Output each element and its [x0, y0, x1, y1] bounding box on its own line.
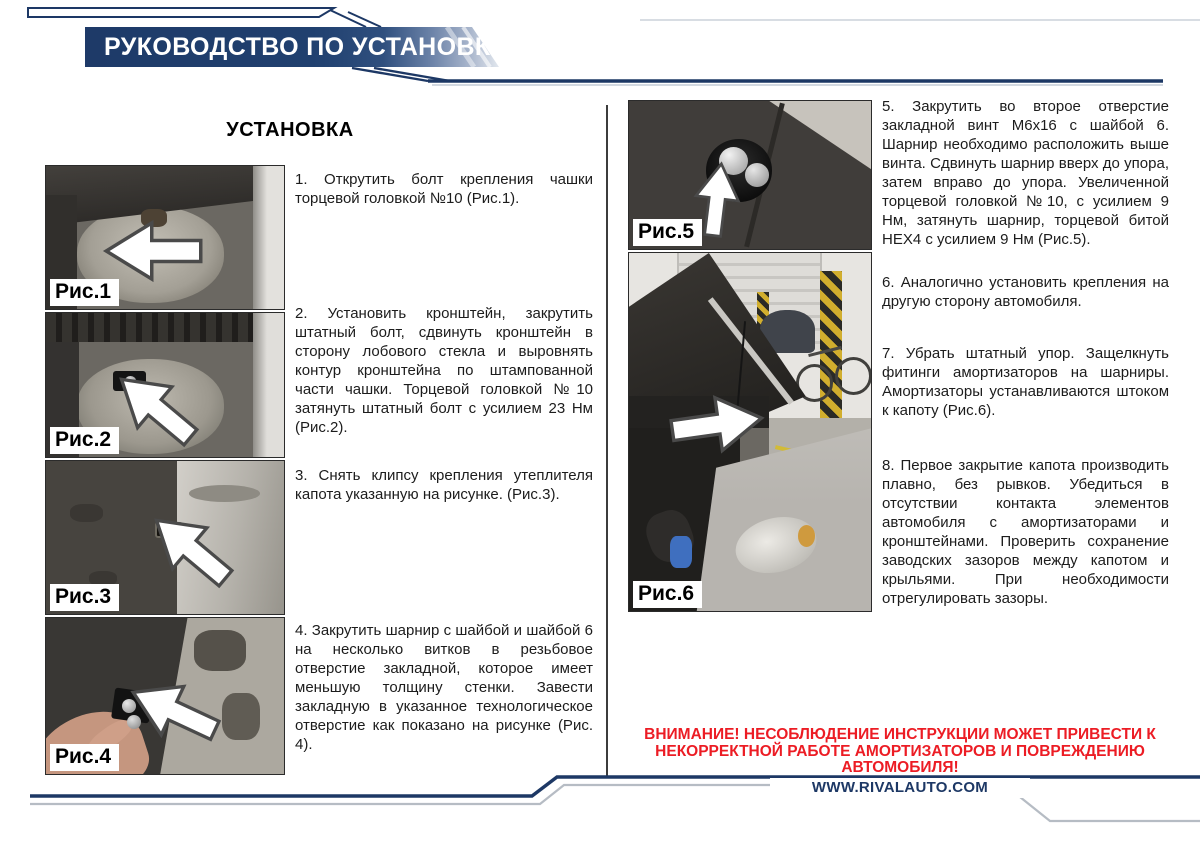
instruction-step-2: 2. Установить кронштейн, закрутить штатный болт, сдвинуть кронштейн в сторону лобового стекла и выровнять контур кронштейна по штампованной части чашки. Торцевой головкой №10 затянуть штатный болт с усилием 23 Нм (Рис.2). [295, 305, 593, 436]
website-link: WWW.RIVALAUTO.COM [770, 778, 1030, 798]
turn-signal-shape [798, 525, 815, 546]
warning-line-2: НЕКОРРЕКТНОЙ РАБОТЕ АМОРТИЗАТОРОВ И ПОВРЕЖДЕНИЮ [655, 742, 1145, 760]
figure-3-photo [45, 460, 285, 615]
figure-3-label: Рис.3 [50, 584, 119, 611]
figure-1-photo [45, 165, 285, 310]
figure-4-label: Рис.4 [50, 744, 119, 771]
figure-2-label: Рис.2 [50, 427, 119, 454]
figure-5-photo [628, 100, 872, 250]
instruction-step-7: 7. Убрать штатный упор. Защелкнуть фитинги амортизаторов на шарниры. Амортизаторы устанавливаются штоком к капоту (Рис.6). [882, 345, 1169, 419]
figure-6-photo [628, 252, 872, 612]
screw-head-shape [745, 163, 769, 187]
warning-line-3: АВТОМОБИЛЯ! [841, 759, 959, 776]
blue-clamp-shape [670, 536, 692, 568]
instruction-step-6: 6. Аналогично установить крепления на другую сторону автомобиля. [882, 274, 1169, 310]
instruction-step-5: 5. Закрутить во второе отверстие закладной винт М6х16 с шайбой 6. Шарнир необходимо расположить выше винта. Сдвинуть шарнир вверх до упора, затем вправо до упора. Увеличенной торцевой головкой №10, с усилием 9 Нм, затянуть шарнир, торцевой битой HEX4 с усилием 9 Нм (Рис.5). [882, 98, 1169, 248]
figure-5-label: Рис.5 [633, 219, 702, 246]
metal-cutout-shape [194, 630, 246, 671]
column-divider [606, 105, 608, 778]
pointer-arrow-right-icon [663, 384, 771, 464]
header-top-band [28, 8, 334, 17]
instruction-step-4: 4. Закрутить шарнир с шайбой и шайбой 6 на несколько витков в резьбовое отверстие закладной, которое имеет меньшую толщину стенки. Завести закладную в указанное технологическое отверстие как показано на рисунке (Рис. 4). [295, 622, 593, 753]
section-title: УСТАНОВКА [226, 119, 354, 141]
bicycle-wheel-shape [835, 357, 872, 395]
insulation-dent-shape [70, 504, 103, 522]
instruction-step-1: 1. Открутить болт крепления чашки торцевой головкой №10 (Рис.1). [295, 171, 593, 207]
fender-shape [253, 166, 284, 309]
pointer-arrow-left-icon [101, 216, 206, 286]
header-top-diagonal-2 [348, 12, 381, 27]
instruction-step-8: 8. Первое закрытие капота производить плавно, без рывков. Убедиться в отсутствии контакта элементов автомобиля с амортизаторами и кронштейнами. Проверить сохранение заводских зазоров между капотом и крыльями. При необходимости отрегулировать зазоры. [882, 457, 1169, 607]
page-title: РУКОВОДСТВО ПО УСТАНОВКЕ [104, 33, 508, 61]
fender-shape [253, 313, 284, 457]
figure-6-label: Рис.6 [633, 581, 702, 608]
warning-line-1: ВНИМАНИЕ! НЕСОБЛЮДЕНИЕ ИНСТРУКЦИИ МОЖЕТ ПРИВЕСТИ К [644, 726, 1156, 743]
figure-2-photo [45, 312, 285, 458]
cowl-grille-shape [46, 313, 284, 342]
figure-4-photo [45, 617, 285, 775]
figure-1-label: Рис.1 [50, 279, 119, 306]
instruction-step-3: 3. Снять клипсу крепления утеплителя капота указанную на рисунке. (Рис.3). [295, 467, 593, 503]
